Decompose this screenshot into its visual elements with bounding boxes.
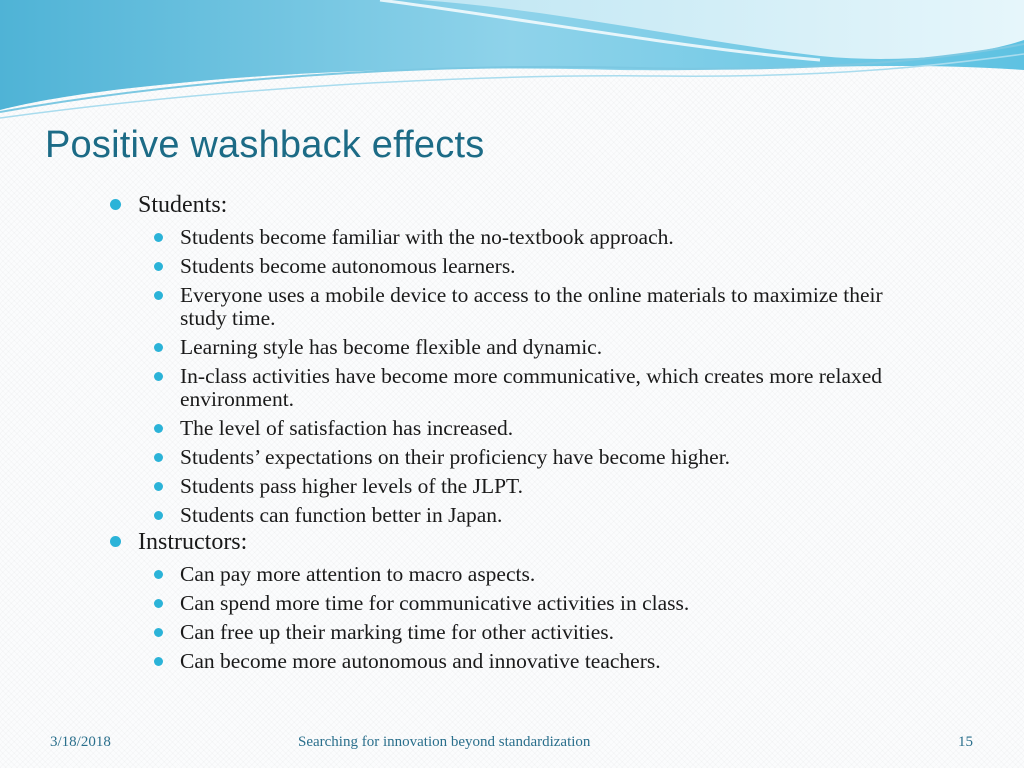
header-wave-decoration [0,0,1024,120]
section-heading-label: Students: [138,192,228,218]
list-item-text: Students become familiar with the no-textbook approach. [180,225,674,249]
list-item-text: In-class activities have become more communicative, which creates more relaxed environment. [180,364,883,411]
bullet-icon [110,199,121,210]
list-item [108,226,908,249]
list-item [108,446,908,469]
list-item-text: Learning style has become flexible and dynamic. [180,335,603,359]
list-item [108,592,908,615]
list-item-text: Everyone uses a mobile device to access to the online materials to maximize their study time. [180,283,883,330]
footer-date: 3/18/2018 [50,734,111,750]
list-item [108,336,908,359]
list-item-text: Students’ expectations on their proficiency have become higher. [180,445,731,469]
bullet-icon [154,570,163,579]
list-item [108,504,908,527]
bullet-icon [154,343,163,352]
bullet-icon [154,233,163,242]
list-item [108,417,908,440]
bullet-icon [154,511,163,520]
list-item [108,365,908,411]
list-item-text: Students become autonomous learners. [180,254,516,278]
bullet-content [108,190,908,673]
bullet-icon [110,536,121,547]
list-item-text: The level of satisfaction has increased. [180,416,514,440]
slide-title: Positive washback effects [45,124,485,166]
bullet-icon [154,453,163,462]
list-item [108,284,908,330]
list-item [108,255,908,278]
list-item [108,475,908,498]
section-heading-instructors [108,527,908,557]
list-item-text: Can become more autonomous and innovative teachers. [180,649,661,673]
bullet-icon [154,372,163,381]
list-item-text: Can free up their marking time for other activities. [180,620,615,644]
bullet-icon [154,599,163,608]
list-item [108,650,908,673]
section-heading-students [108,190,908,220]
list-item-text: Can spend more time for communicative activities in class. [180,591,690,615]
section-heading-label: Instructors: [138,529,248,555]
bullet-icon [154,482,163,491]
list-item-text: Students pass higher levels of the JLPT. [180,474,523,498]
list-item-text: Can pay more attention to macro aspects. [180,562,536,586]
bullet-icon [154,657,163,666]
bullet-icon [154,262,163,271]
page-number: 15 [958,734,973,750]
footer-title: Searching for innovation beyond standardization [298,734,591,750]
bullet-icon [154,628,163,637]
list-item [108,563,908,586]
bullet-icon [154,291,163,300]
list-item [108,621,908,644]
list-item-text: Students can function better in Japan. [180,503,503,527]
bullet-icon [154,424,163,433]
